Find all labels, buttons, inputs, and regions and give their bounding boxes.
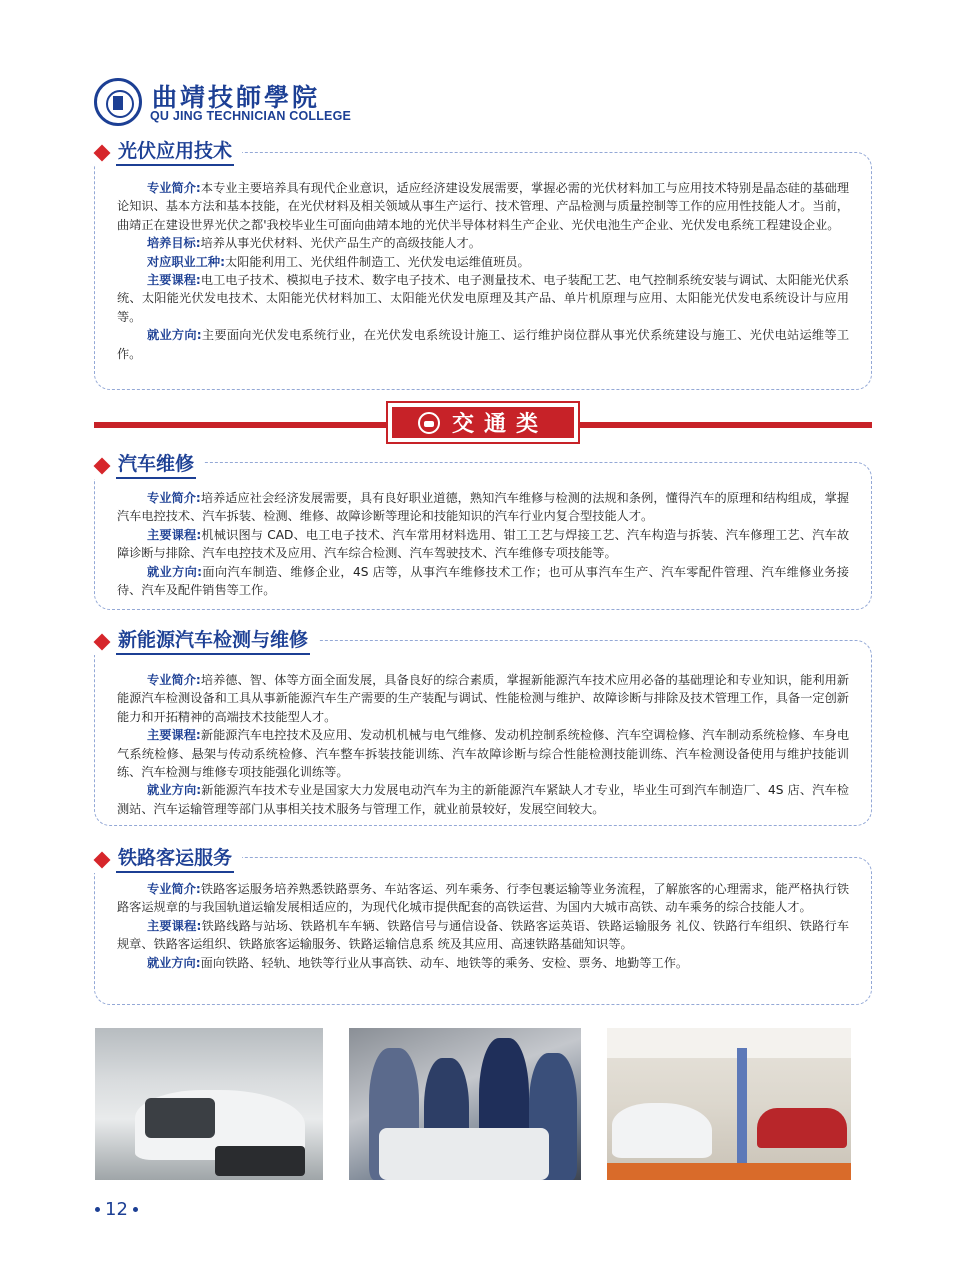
section-nev	[94, 629, 872, 826]
section-body	[117, 880, 849, 972]
college-seal-icon	[94, 78, 142, 126]
dot-icon	[133, 1207, 138, 1212]
diamond-bullet-icon	[94, 457, 111, 474]
goal-paragraph: 培养目标:培养从事光伏材料、光伏产品生产的高级技能人才。	[147, 236, 481, 251]
career-paragraph: 就业方向:新能源汽车技术专业是国家大力发展电动汽车为主的新能源汽车紧缺人才专业，毕业生可到汽车制造厂、4S 店、汽车检测站、汽车运输管理等部门从事相关技术服务与管理工作，就业前景较好，发展空间较大。	[117, 783, 849, 816]
section-title	[93, 452, 204, 479]
intro-paragraph: 专业简介:培养适应社会经济发展需要，具有良好职业道德，熟知汽车维修与检测的法规和条例，懂得汽车的原理和结构组成，掌握汽车电控技术、汽车拆装、检测、维修、故障诊断等理论和技能知识的汽车行业内复合型技能人才。	[117, 491, 850, 524]
photo-car-engine-workshop	[95, 1028, 323, 1180]
section-body	[117, 179, 849, 363]
section-heading: 铁路客运服务	[116, 846, 234, 873]
college-name-en: QU JING TECHNICIAN COLLEGE	[150, 109, 352, 123]
car-icon	[418, 412, 440, 434]
section-heading: 汽车维修	[116, 452, 196, 479]
section-pv	[94, 140, 872, 390]
college-name-cn: 曲靖技師學院	[152, 83, 321, 112]
jobs-paragraph: 对应职业工种:太阳能利用工、光伏组件制造工、光伏发电运维值班员。	[147, 254, 530, 269]
diamond-bullet-icon	[94, 851, 111, 868]
college-logo	[94, 76, 354, 136]
section-body	[117, 671, 849, 818]
section-title	[93, 846, 242, 873]
intro-paragraph: 专业简介:本专业主要培养具有现代企业意识，适应经济建设发展需要，掌握必需的光伏材料加工与应用技术特别是晶态硅的基础理论知识、基本方法和基本技能，在光伏材料及相关领域从事生产运行、技术管理、产品检测与质量控制等工作的应用性技能人才。当前，曲靖正在建设世界光伏之都'我校毕业生可面向曲靖本地的光伏半导体材料生产企业、光伏电池生产企业、光伏发电系统工程建设企业。	[117, 181, 850, 232]
intro-paragraph: 专业简介:铁路客运服务培养熟悉铁路票务、车站客运、列车乘务、行李包裹运输等业务流程，了解旅客的心理需求，能严格执行铁路客运规章的与我国轨道运输发展相适应的，为现代化城市提供配套的高铁运营、为国内大城市高铁、动车乘务的综合技能人才。	[117, 882, 850, 915]
section-title	[93, 139, 242, 166]
diamond-bullet-icon	[94, 633, 111, 650]
section-title	[93, 628, 318, 655]
section-rail	[94, 847, 872, 1005]
diamond-bullet-icon	[94, 144, 111, 161]
section-heading: 光伏应用技术	[116, 139, 234, 166]
career-paragraph: 就业方向:面向汽车制造、维修企业，4S 店等，从事汽车维修技术工作；也可从事汽车生产、汽车零配件管理、汽车维修业务接待、汽车及配件销售等工作。	[117, 564, 849, 598]
section-heading: 新能源汽车检测与维修	[116, 628, 310, 655]
photo-students-repairing	[349, 1028, 581, 1180]
page-number-text: 12	[105, 1199, 128, 1220]
category-title: 交通类	[451, 412, 548, 437]
courses-paragraph: 主要课程:铁路线路与站场、铁路机车车辆、铁路信号与通信设备、铁路客运英语、铁路运输服务 礼仪、铁路行车组织、铁路行车规章、铁路客运组织、铁路旅客运输服务、铁路运输信息系 统及其应用、高速铁路基础知识等。	[117, 918, 850, 952]
career-paragraph: 就业方向:主要面向光伏发电系统行业，在光伏发电系统设计施工、运行维护岗位群从事光伏系统建设与施工、光伏电站运维等工作。	[117, 328, 850, 361]
section-auto-repair	[94, 453, 872, 610]
photo-vehicle-inspection-hall	[607, 1028, 851, 1180]
category-banner	[386, 401, 580, 444]
career-paragraph: 就业方向:面向铁路、轻轨、地铁等行业从事高铁、动车、地铁等的乘务、安检、票务、地勤等工作。	[147, 955, 689, 970]
dot-icon	[95, 1207, 100, 1212]
courses-paragraph: 主要课程:新能源汽车电控技术及应用、发动机机械与电气维修、发动机控制系统检修、汽车空调检修、汽车制动系统检修、车身电气系统检修、悬架与传动系统检修、汽车整车拆装技能训练、汽车故障诊断与综合性能检测技能训练、汽车检测设备使用与维护技能训练、汽车检测与维修专项技能强化训练等。	[117, 728, 850, 780]
courses-paragraph: 主要课程:电工电子技术、模拟电子技术、数字电子技术、电子测量技术、电子装配工艺、电气控制系统安装与调试、太阳能光伏系统、太阳能光伏发电技术、太阳能光伏材料加工、太阳能光伏发电原理及其产品、单片机原理与应用、太阳能光伏发电系统设计与应用等。	[117, 273, 850, 324]
intro-paragraph: 专业简介:培养德、智、体等方面全面发展，具备良好的综合素质，掌握新能源汽车技术应用必备的基础理论和专业知识，能利用新能源汽车检测设备和工具从事新能源汽车生产需要的生产装配与调试、性能检测与维护、故障诊断与排除及技术管理工作，具备一定创新能力和开拓精神的高端技术技能型人才。	[117, 673, 850, 724]
section-body	[117, 489, 849, 599]
courses-paragraph: 主要课程:机械识图与 CAD、电工电子技术、汽车常用材料选用、钳工工艺与焊接工艺、汽车构造与拆装、汽车修理工艺、汽车故障诊断与排除、汽车电控技术及应用、汽车综合检测、汽车驾驶技术、汽车维修专项技能等。	[117, 527, 850, 561]
page-number	[95, 1199, 138, 1220]
